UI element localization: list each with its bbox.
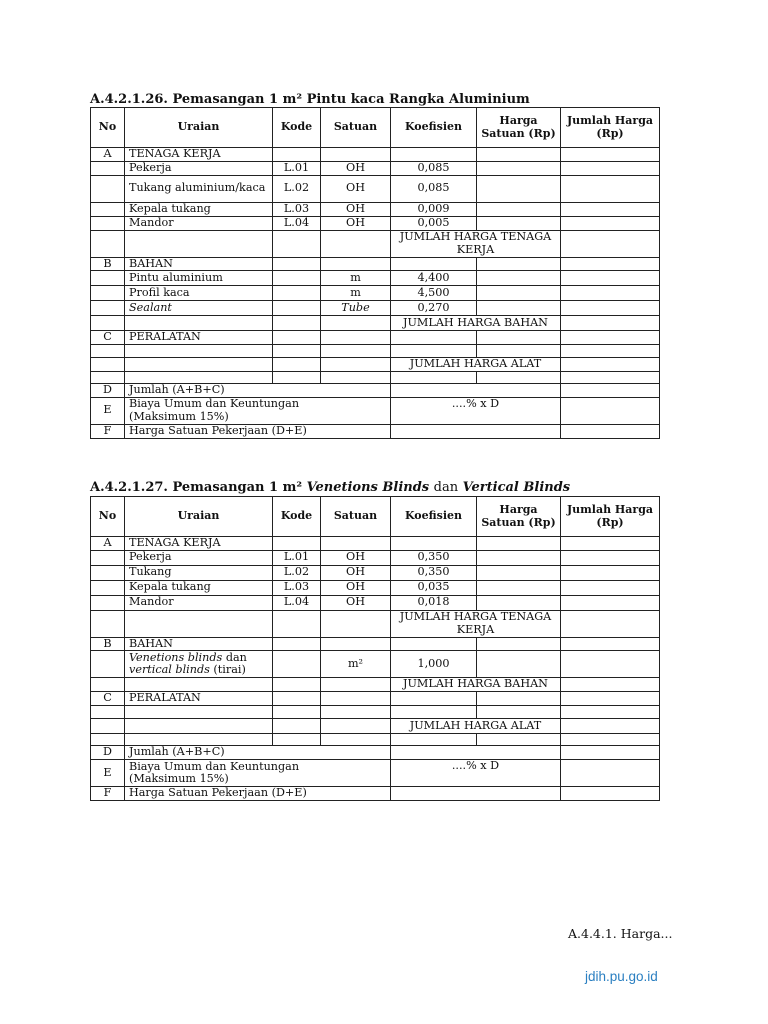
group-row-b	[91, 637, 660, 651]
table-row	[91, 734, 660, 746]
item-uraian: Profil kaca	[125, 286, 273, 301]
row-no: A	[91, 148, 125, 162]
subtotal-row	[91, 357, 660, 371]
summary-label	[125, 760, 391, 787]
table-row	[91, 706, 660, 719]
title-italic-1: Venetions Blinds	[306, 480, 430, 495]
header-uraian: Uraian	[125, 497, 273, 537]
ahsp-table	[90, 107, 660, 439]
header-row	[91, 497, 660, 537]
table-row	[91, 271, 660, 286]
overhead-label: Biaya Umum dan Keuntungan	[129, 397, 300, 410]
overhead-formula: ....% x D	[391, 760, 561, 787]
item-uraian: Pekerja	[125, 161, 273, 175]
subtotal-tenaga-kerja-label: JUMLAH HARGA TENAGA KERJA	[391, 610, 561, 637]
material-note: (tirai)	[213, 663, 246, 676]
subtotal-alat-label: JUMLAH HARGA ALAT	[391, 719, 561, 734]
header-satuan: Satuan	[321, 108, 391, 148]
summary-row-f	[91, 787, 660, 801]
header-koefisien: Koefisien	[391, 497, 477, 537]
item-satuan: OH	[321, 550, 391, 565]
item-uraian: Pintu aluminium	[125, 271, 273, 286]
item-kode: L.04	[273, 595, 321, 610]
row-no: D	[91, 746, 125, 760]
item-satuan: m²	[321, 651, 391, 678]
subtotal-bahan-label: JUMLAH HARGA BAHAN	[391, 316, 561, 331]
item-koefisien: 4,500	[391, 286, 477, 301]
header-jumlah-harga: Jumlah Harga (Rp)	[561, 497, 660, 537]
item-kode: L.02	[273, 565, 321, 580]
subtotal-row	[91, 719, 660, 734]
overhead-sub: (Maksimum 15%)	[129, 772, 229, 785]
item-kode: L.04	[273, 216, 321, 230]
overhead-label: Biaya Umum dan Keuntungan	[129, 759, 300, 773]
summary-row-f	[91, 424, 660, 438]
summary-label: Harga Satuan Pekerjaan (D+E)	[125, 787, 391, 801]
summary-label: Harga Satuan Pekerjaan (D+E)	[125, 424, 391, 438]
header-harga-satuan: Harga Satuan (Rp)	[477, 497, 561, 537]
group-row-a	[91, 537, 660, 551]
item-koefisien: 0,009	[391, 202, 477, 216]
subtotal-row	[91, 230, 660, 257]
item-satuan: OH	[321, 580, 391, 595]
material-name-2: vertical blinds	[129, 663, 210, 676]
row-no: E	[91, 397, 125, 424]
header-kode: Kode	[273, 497, 321, 537]
summary-row-d	[91, 383, 660, 397]
table-row	[91, 371, 660, 383]
table-row	[91, 344, 660, 357]
table-row	[91, 286, 660, 301]
table-row	[91, 595, 660, 610]
item-uraian: Tukang	[125, 565, 273, 580]
row-no: C	[91, 331, 125, 345]
item-koefisien: 4,400	[391, 271, 477, 286]
item-uraian: Mandor	[125, 595, 273, 610]
group-row-b	[91, 257, 660, 271]
row-no: B	[91, 257, 125, 271]
item-koefisien: 0,035	[391, 580, 477, 595]
section-title: A.4.2.1.26. Pemasangan 1 m² Pintu kaca Rangka Aluminium	[90, 92, 530, 107]
subtotal-bahan-label: JUMLAH HARGA BAHAN	[391, 678, 561, 692]
row-no: B	[91, 637, 125, 651]
item-satuan: OH	[321, 565, 391, 580]
group-label: BAHAN	[125, 257, 273, 271]
item-uraian: Kepala tukang	[125, 580, 273, 595]
header-kode: Kode	[273, 108, 321, 148]
item-satuan: m	[321, 286, 391, 301]
subtotal-row	[91, 678, 660, 692]
group-label: TENAGA KERJA	[125, 537, 273, 551]
item-koefisien: 0,085	[391, 175, 477, 202]
subtotal-tenaga-kerja-label: JUMLAH HARGA TENAGA KERJA	[391, 230, 561, 257]
group-label: PERALATAN	[125, 692, 273, 706]
material-name-1: Venetions blinds	[129, 650, 223, 664]
summary-label: Jumlah (A+B+C)	[125, 746, 391, 760]
item-satuan: OH	[321, 175, 391, 202]
site-watermark: jdih.pu.go.id	[585, 969, 658, 984]
item-uraian: Pekerja	[125, 550, 273, 565]
table-row	[91, 565, 660, 580]
header-uraian: Uraian	[125, 108, 273, 148]
header-koefisien: Koefisien	[391, 108, 477, 148]
group-label: TENAGA KERJA	[125, 148, 273, 162]
item-kode: L.01	[273, 161, 321, 175]
table-row	[91, 651, 660, 678]
section-title	[90, 480, 570, 495]
subtotal-row	[91, 316, 660, 331]
item-satuan: Tube	[321, 301, 391, 316]
item-satuan: OH	[321, 216, 391, 230]
header-satuan: Satuan	[321, 497, 391, 537]
table-row	[91, 550, 660, 565]
group-row-a	[91, 148, 660, 162]
material-conj: dan	[225, 650, 247, 664]
item-uraian: Mandor	[125, 216, 273, 230]
item-koefisien: 0,018	[391, 595, 477, 610]
group-label: BAHAN	[125, 637, 273, 651]
ahsp-table	[90, 496, 660, 801]
next-page-reference: A.4.4.1. Harga...	[568, 926, 673, 941]
overhead-sub: (Maksimum 15%)	[129, 409, 229, 423]
item-koefisien: 0,270	[391, 301, 477, 316]
row-no: C	[91, 692, 125, 706]
table-row	[91, 175, 660, 202]
table-row	[91, 161, 660, 175]
group-row-c	[91, 331, 660, 345]
title-prefix: A.4.2.1.27. Pemasangan 1 m²	[90, 480, 303, 495]
table-row	[91, 216, 660, 230]
item-koefisien: 0,350	[391, 565, 477, 580]
item-koefisien: 0,005	[391, 216, 477, 230]
item-kode: L.01	[273, 550, 321, 565]
item-koefisien: 1,000	[391, 651, 477, 678]
header-no: No	[91, 108, 125, 148]
header-no: No	[91, 497, 125, 537]
row-no: F	[91, 787, 125, 801]
row-no: E	[91, 760, 125, 787]
table-row	[91, 580, 660, 595]
item-satuan: OH	[321, 161, 391, 175]
table-row	[91, 202, 660, 216]
summary-row-e	[91, 760, 660, 787]
table-row	[91, 301, 660, 316]
summary-row-e	[91, 397, 660, 424]
item-satuan: m	[321, 271, 391, 286]
overhead-formula: ....% x D	[391, 397, 561, 424]
header-row	[91, 108, 660, 148]
subtotal-alat-label: JUMLAH HARGA ALAT	[391, 357, 561, 371]
item-koefisien: 0,350	[391, 550, 477, 565]
summary-label	[125, 397, 391, 424]
title-italic-2: Vertical Blinds	[462, 480, 571, 495]
group-row-c	[91, 692, 660, 706]
title-mid: dan	[433, 480, 459, 495]
group-label: PERALATAN	[125, 331, 273, 345]
item-uraian	[125, 651, 273, 678]
item-kode: L.03	[273, 580, 321, 595]
row-no: F	[91, 424, 125, 438]
header-jumlah-harga: Jumlah Harga (Rp)	[561, 108, 660, 148]
header-harga-satuan: Harga Satuan (Rp)	[477, 108, 561, 148]
row-no: D	[91, 383, 125, 397]
subtotal-row	[91, 610, 660, 637]
item-kode: L.03	[273, 202, 321, 216]
item-uraian: Sealant	[125, 301, 273, 316]
item-satuan: OH	[321, 202, 391, 216]
item-koefisien: 0,085	[391, 161, 477, 175]
summary-label: Jumlah (A+B+C)	[125, 383, 391, 397]
item-uraian: Kepala tukang	[125, 202, 273, 216]
item-satuan: OH	[321, 595, 391, 610]
summary-row-d	[91, 746, 660, 760]
item-uraian: Tukang aluminium/kaca	[125, 175, 273, 202]
item-kode: L.02	[273, 175, 321, 202]
row-no: A	[91, 537, 125, 551]
